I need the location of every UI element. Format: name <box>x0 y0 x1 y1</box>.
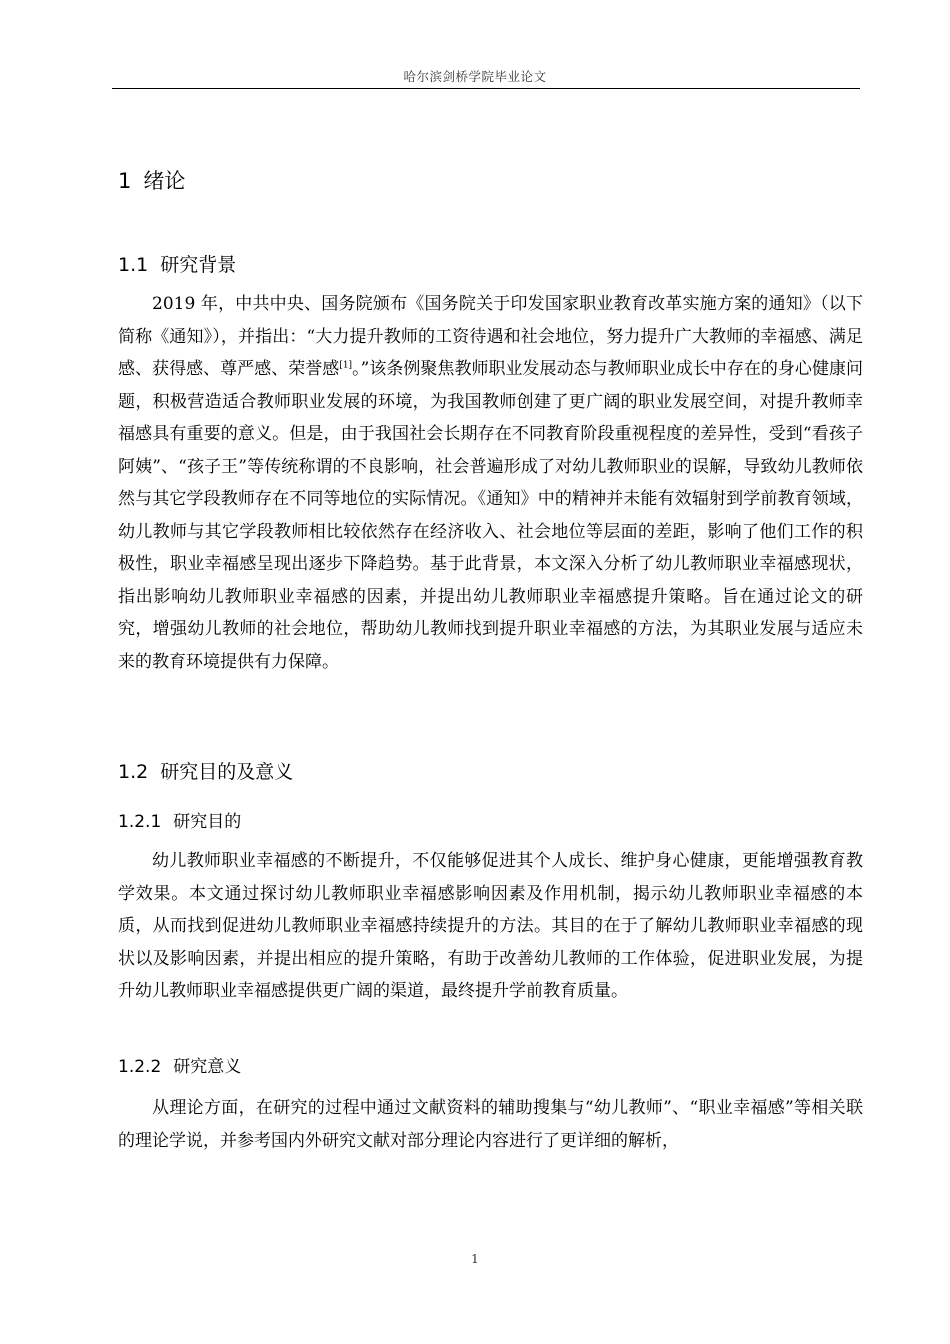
section-heading-1-2 <box>118 757 293 784</box>
chapter-heading <box>118 165 185 195</box>
header-divider <box>112 88 860 89</box>
subsection-title: 研究意义 <box>173 1057 242 1077</box>
citation-marker: [1] <box>339 360 353 371</box>
subsection-number: 1.2.1 <box>118 812 162 832</box>
subsection-title: 研究目的 <box>173 812 242 832</box>
paragraph-text: 。”该条例聚焦教师职业发展动态与教师职业成长中存在的身心健康问题，积极营造适合教师职业发展的环境，为我国教师创建了更广阔的职业发展空间，对提升教师幸福感具有重要的意义。但是，由于我国社会长期存在不同教育阶段重视程度的差异性，受到“看孩子阿姨”、“孩子王”等传统称谓的不良影响，社会普遍形成了对幼儿教师职业的误解，导致幼儿教师依然与其它学段教师存在不同等地位的实际情况。《通知》中的精神并未能有效辐射到学前教育领域，幼儿教师与其它学段教师相比较依然存在经济收入、社会地位等层面的差距，影响了他们工作的积极性，职业幸福感呈现出逐步下降趋势。基于此背景，本文深入分析了幼儿教师职业幸福感现状，指出影响幼儿教师职业幸福感的因素，并提出幼儿教师职业幸福感提升策略。旨在通过论文的研究，增强幼儿教师的社会地位，帮助幼儿教师找到提升职业幸福感的方法，为其职业发展与适应未来的教育环境提供有力保障。 <box>118 359 863 672</box>
subsection-heading-1-2-1 <box>118 807 241 832</box>
chapter-number: 1 <box>118 169 132 193</box>
paragraph-text: 2019 年，中共中央、国务院颁布《国务院关于印发国家职业教育改革实施方案的通知》（以下简称《通知》），并指出：“大力提升教师的工资待遇和社会地位，努力提升广大教师的幸福感、满足感、获得感、尊严感、荣誉感 <box>118 294 863 379</box>
page-number: 1 <box>471 1252 479 1266</box>
chapter-title: 绪论 <box>143 169 186 193</box>
background-paragraph <box>118 288 863 678</box>
significance-paragraph: 从理论方面，在研究的过程中通过文献资料的辅助搜集与“幼儿教师”、“职业幸福感”等相关联的理论学说，并参考国内外研究文献对部分理论内容进行了更详细的解析， <box>118 1098 863 1151</box>
subsection-heading-1-2-2 <box>118 1052 241 1077</box>
running-header: 哈尔滨剑桥学院毕业论文 <box>403 69 547 84</box>
section-heading-1-1 <box>118 250 236 277</box>
section-number: 1.1 <box>118 254 149 276</box>
section-title: 研究目的及意义 <box>160 761 294 783</box>
section-title: 研究背景 <box>160 254 237 276</box>
purpose-paragraph: 幼儿教师职业幸福感的不断提升，不仅能够促进其个人成长、维护身心健康，更能增强教育教学效果。本文通过探讨幼儿教师职业幸福感影响因素及作用机制，揭示幼儿教师职业幸福感的本质，从而找到促进幼儿教师职业幸福感持续提升的方法。其目的在于了解幼儿教师职业幸福感的现状以及影响因素，并提出相应的提升策略，有助于改善幼儿教师的工作体验，促进职业发展，为提升幼儿教师职业幸福感提供更广阔的渠道，最终提升学前教育质量。 <box>118 851 863 1001</box>
section-number: 1.2 <box>118 761 149 783</box>
subsection-number: 1.2.2 <box>118 1057 162 1077</box>
